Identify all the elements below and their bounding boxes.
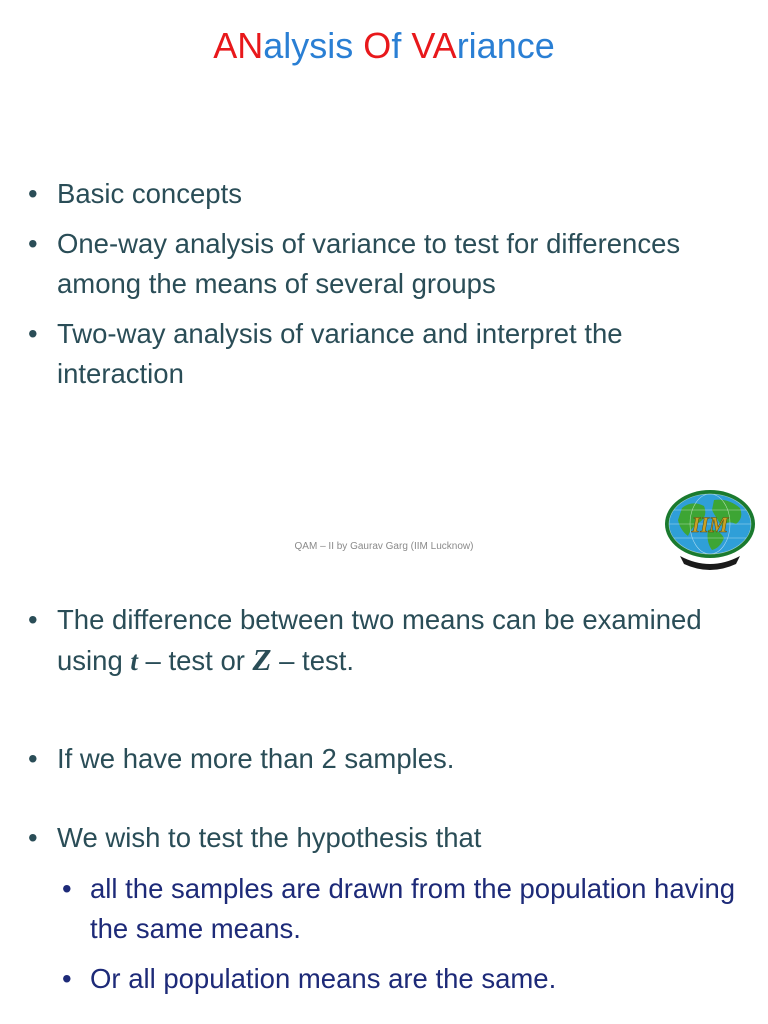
list-item-text-part: The difference between two means can be examined using [57, 604, 702, 676]
t-symbol: t [130, 646, 138, 676]
z-symbol: Z [252, 642, 272, 677]
list-item-text-part: – test. [271, 645, 355, 676]
list-item [28, 600, 748, 681]
slide-footer: QAM – II by Gaurav Garg (IIM Lucknow) [294, 541, 474, 552]
bullet-icon: • [28, 743, 38, 774]
hypothesis-bullet-list [28, 600, 748, 862]
list-item [28, 224, 748, 304]
list-item-text: One-way analysis of variance to test for differences among the means of several groups [57, 228, 681, 299]
list-item-text-part: – test or [137, 645, 253, 676]
list-item [28, 739, 748, 779]
bullet-icon: • [62, 963, 72, 994]
title-part-an: AN [213, 25, 264, 66]
bullet-icon: • [28, 178, 38, 209]
title-part-alysis: alysis [263, 25, 364, 66]
logo-text: IIM [691, 512, 729, 537]
title-part-o: O [363, 25, 392, 66]
list-item-text: Two-way analysis of variance and interpret the interaction [57, 318, 623, 389]
list-item [28, 314, 748, 394]
sub-list-item [62, 959, 752, 999]
bullet-icon: • [28, 228, 38, 259]
sub-list-item-text: all the samples are drawn from the population having the same means. [90, 873, 736, 944]
list-item-text: If we have more than 2 samples. [57, 743, 455, 774]
list-item [28, 818, 748, 858]
sub-list-item-text: Or all population means are the same. [90, 963, 557, 994]
sub-list-item [62, 869, 752, 949]
title-part-f: f [391, 25, 412, 66]
list-item-text: Basic concepts [57, 178, 242, 209]
title-part-va: VA [411, 25, 457, 66]
bullet-icon: • [28, 822, 38, 853]
iim-logo [662, 486, 758, 572]
bullet-icon: • [28, 604, 38, 635]
overview-bullet-list [28, 174, 748, 404]
bullet-icon: • [62, 873, 72, 904]
title-part-riance: riance [456, 25, 555, 66]
bullet-icon: • [28, 318, 38, 349]
list-item-text: We wish to test the hypothesis that [57, 822, 482, 853]
list-item [28, 174, 748, 214]
slide-title [0, 24, 768, 68]
hypothesis-sub-list [62, 869, 752, 1009]
